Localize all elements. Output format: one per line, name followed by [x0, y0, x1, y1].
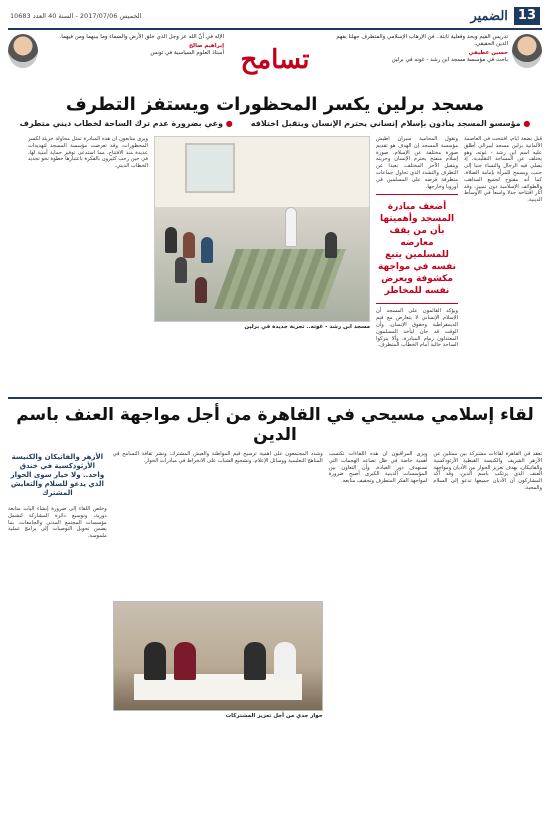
section-band: [8, 34, 542, 86]
story1-photo: [154, 136, 370, 322]
story1-photo-block: [154, 136, 370, 391]
page-number: 13: [514, 7, 540, 25]
dateline: الخميس 2017/07/06 - السنة 40 العدد 10683: [10, 12, 142, 20]
header-right: [470, 7, 540, 25]
photo-person: [144, 642, 166, 680]
story1-pull-quote: أضعف مبادرة المسجد وأهميتها بأن من يقف معارضه للمسلمين يتبع نفسه في مواجهة مكشوفة ويعرض نفسه للمخاطر: [376, 194, 458, 304]
story1-column-3: [28, 136, 148, 391]
story1-headline: مسجد برلين يكسر المحظورات ويستفز التطرف: [65, 94, 485, 115]
story1-subheads: [8, 119, 542, 128]
story2-column-1: [433, 451, 542, 736]
story2-photo: [113, 601, 323, 711]
story2-text-c: وشدد المجتمعون على أهمية ترسيخ قيم المواطنة والعيش المشترك، ونشر ثقافة التسامح في المناهج التعليمية ووسائل الإعلام، وتشجيع الشباب على الانخراط في مبادرات الحوار.: [112, 451, 323, 464]
story2-body: [8, 451, 542, 736]
photo-person: [183, 232, 195, 258]
photo-window: [185, 143, 235, 193]
teaser-right: [326, 34, 542, 86]
photo-person: [201, 237, 213, 263]
teaser-right-byline-sub: باحث في مؤسسة مسجد ابن رشد - غوته في برلين: [391, 57, 508, 63]
story1-text-c: ويرى متابعون أن هذه المبادرة تمثل محاولة جريئة لكسر المحظورات، وقد تعرضت مؤسسة المسجد لتهديدات عديدة منذ الافتتاح، مما استدعى توفير حماية أمنية لها، في حين رحب كثيرون بالفكرة باعتبارها خطوة نحو تجديد الخطاب الديني.: [28, 136, 148, 170]
photo-speaker: [285, 207, 297, 247]
story1-body: [8, 136, 542, 391]
photo-person: [244, 642, 266, 680]
section-title: تسامح: [240, 45, 310, 75]
teaser-left-text: [42, 34, 224, 57]
story2-text-d: وخلص اللقاء إلى ضرورة إنشاء آليات متابعة دورية، وتوسيع دائرة المشاركة لتشمل مؤسسات المجتمع المدني والجامعات، بما يضمن تحويل التوصيات إلى برامج عملية ملموسة.: [8, 506, 107, 540]
story2-text-a: تعقد في القاهرة لقاءات مشتركة بين ممثلين عن الأزهر الشريف والكنيسة القبطية الأرثوذكسية والفاتيكان، بهدف تعزيز الحوار بين الأديان ومواجهة العنف الذي يرتكب باسم الدين، وقد أكد المشاركون أن الأديان جميعها تدعو إلى السلام والمحبة.: [433, 451, 542, 491]
page-header: [8, 4, 542, 30]
story2-center: [113, 451, 323, 736]
photo-person: [325, 232, 337, 258]
teaser-left-byline: إبراهيم صالح: [189, 43, 224, 49]
story2-column-4: [8, 506, 107, 540]
photo-person: [165, 227, 177, 253]
story2-side: [8, 451, 107, 736]
columnist-photo-left: [8, 34, 38, 68]
teaser-right-byline: حسين عطيفي: [468, 50, 508, 56]
story1-subhead-1: ● مؤسسو المسجد ينادون بإسلام إنساني يحترم الإنسان ويتقبل اختلافه: [251, 119, 531, 128]
story1-column-1: [464, 136, 542, 391]
newspaper-logo: الضمير: [470, 8, 508, 24]
story1-text-b: وتقول المحامية سيران أطيش مؤسسة المسجد إن الهدف هو تقديم صورة مختلفة عن الإسلام، صورة إسلام منفتح يحترم الإنسان وحريته ويتقبل الآخر المختلف، بعيدا عن التطرف والتشدد الذي تحاول جماعات متطرفة فرضه على المسلمين في أوروبا وخارجها.: [376, 136, 458, 190]
photo-person: [174, 642, 196, 680]
columnist-photo-right: [512, 34, 542, 68]
story2-text-b: ويرى المراقبون أن هذه اللقاءات تكتسب أهمية خاصة في ظل تصاعد الهجمات التي تستهدف دور العبادة، وأن التعاون بين المؤسسات الدينية الكبرى أصبح ضرورة لمواجهة الفكر المتطرف وتجفيف منابعه.: [328, 451, 428, 485]
photo-prayer-rug: [214, 249, 346, 309]
teaser-left: [8, 34, 224, 86]
teaser-right-text: [326, 34, 508, 64]
story1-text-a: قبل بضعة أيام، افتتحت في العاصمة الألمانية برلين مسجد ليبرالي أطلق عليه اسم ابن رشد - غوته، وهو يختلف عن المساجد التقليدية، إذ يصلي فيه الرجال والنساء جنبا إلى جنب، ويسمح للمرأة بإمامة الصلاة، كما أنه مفتوح لجميع المذاهب والطوائف الإسلامية دون تمييز، وقد أثار افتتاحه جدلا واسعا في الأوساط الدينية.: [464, 136, 542, 204]
story1-subhead-2: ● وعي بضرورة عدم ترك الساحة لخطاب ديني متطرف: [20, 119, 233, 128]
story2-lead: الأزهر والفاتيكان والكنيسة الأرثوذكسية في خندق واحد.. ولا خيار سوى الحوار الذي يدعو للسلام والتعايش المشترك: [10, 453, 105, 497]
story2-photo-caption: حوار جدي من أجل تعزيز المشتركات: [225, 713, 323, 719]
photo-person: [274, 642, 296, 680]
story2-column-2: [329, 451, 428, 736]
story1-column-2: [376, 136, 458, 391]
photo-person: [175, 257, 187, 283]
story1-photo-caption: مسجد ابن رشد - غوته.. تجربة جديدة في برلين: [244, 324, 370, 330]
teaser-left-body: الإله في أنّ الله عز وجل الذي خلق الأرض والسماء وما بينهما ومن فيهما.: [59, 34, 224, 40]
header-left: [10, 12, 141, 20]
teaser-left-byline-sub: أستاذ العلوم السياسية في تونس: [150, 50, 224, 56]
story2-headline: لقاء إسلامي مسيحي في القاهرة من أجل مواجهة العنف باسم الدين: [8, 397, 542, 445]
story1-text-d: ويؤكد القائمون على المسجد أن الإسلام الإنساني لا يتعارض مع قيم الديمقراطية وحقوق الإنسان، وأن الوقت قد حان ليأخذ المسلمون المعتدلون زمام المبادرة، وألا يتركوا الساحة خالية أمام الخطاب المتطرف.: [376, 308, 458, 349]
teaser-right-body: تدريس الفيم وبحد وفعلية ثابتة.. فن الإرهاب الإسلامي والمتطرف جهلنا بفهم الدين الحقيقي.: [336, 34, 508, 47]
photo-person: [195, 277, 207, 303]
story2-column-3: [113, 451, 323, 601]
